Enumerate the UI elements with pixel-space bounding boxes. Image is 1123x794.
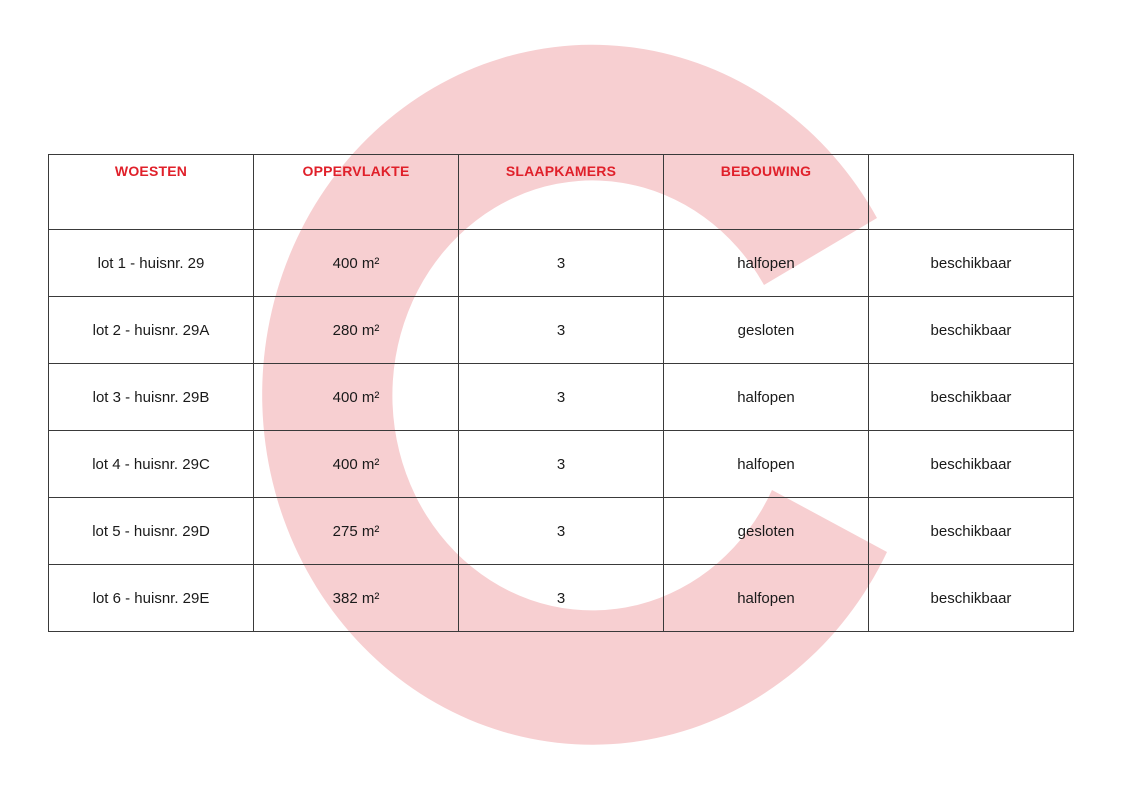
header-slaapkamers: SLAAPKAMERS [459,155,664,230]
table-header-row [49,155,1074,230]
table-row [49,498,1074,565]
cell-availability: beschikbaar [869,230,1074,297]
header-oppervlakte: OPPERVLAKTE [254,155,459,230]
cell-bedrooms: 3 [459,431,664,498]
cell-building-type: halfopen [664,431,869,498]
table-row [49,364,1074,431]
cell-area: 275 m² [254,498,459,565]
table-row [49,565,1074,632]
table-row [49,297,1074,364]
cell-availability: beschikbaar [869,364,1074,431]
cell-building-type: gesloten [664,297,869,364]
cell-bedrooms: 3 [459,297,664,364]
cell-area: 280 m² [254,297,459,364]
cell-area: 400 m² [254,364,459,431]
cell-lot: lot 6 - huisnr. 29E [49,565,254,632]
cell-bedrooms: 3 [459,364,664,431]
cell-area: 382 m² [254,565,459,632]
table-row [49,431,1074,498]
cell-bedrooms: 3 [459,230,664,297]
cell-area: 400 m² [254,230,459,297]
cell-lot: lot 2 - huisnr. 29A [49,297,254,364]
cell-lot: lot 3 - huisnr. 29B [49,364,254,431]
cell-building-type: halfopen [664,364,869,431]
cell-bedrooms: 3 [459,498,664,565]
cell-lot: lot 4 - huisnr. 29C [49,431,254,498]
header-status [869,155,1074,230]
cell-building-type: halfopen [664,230,869,297]
cell-availability: beschikbaar [869,431,1074,498]
cell-availability: beschikbaar [869,498,1074,565]
table-row [49,230,1074,297]
header-woesten: WOESTEN [49,155,254,230]
cell-lot: lot 5 - huisnr. 29D [49,498,254,565]
cell-availability: beschikbaar [869,565,1074,632]
cell-bedrooms: 3 [459,565,664,632]
cell-building-type: gesloten [664,498,869,565]
cell-availability: beschikbaar [869,297,1074,364]
lots-table-container [48,154,1074,632]
cell-area: 400 m² [254,431,459,498]
header-bebouwing: BEBOUWING [664,155,869,230]
lots-table [48,154,1074,632]
cell-building-type: halfopen [664,565,869,632]
cell-lot: lot 1 - huisnr. 29 [49,230,254,297]
